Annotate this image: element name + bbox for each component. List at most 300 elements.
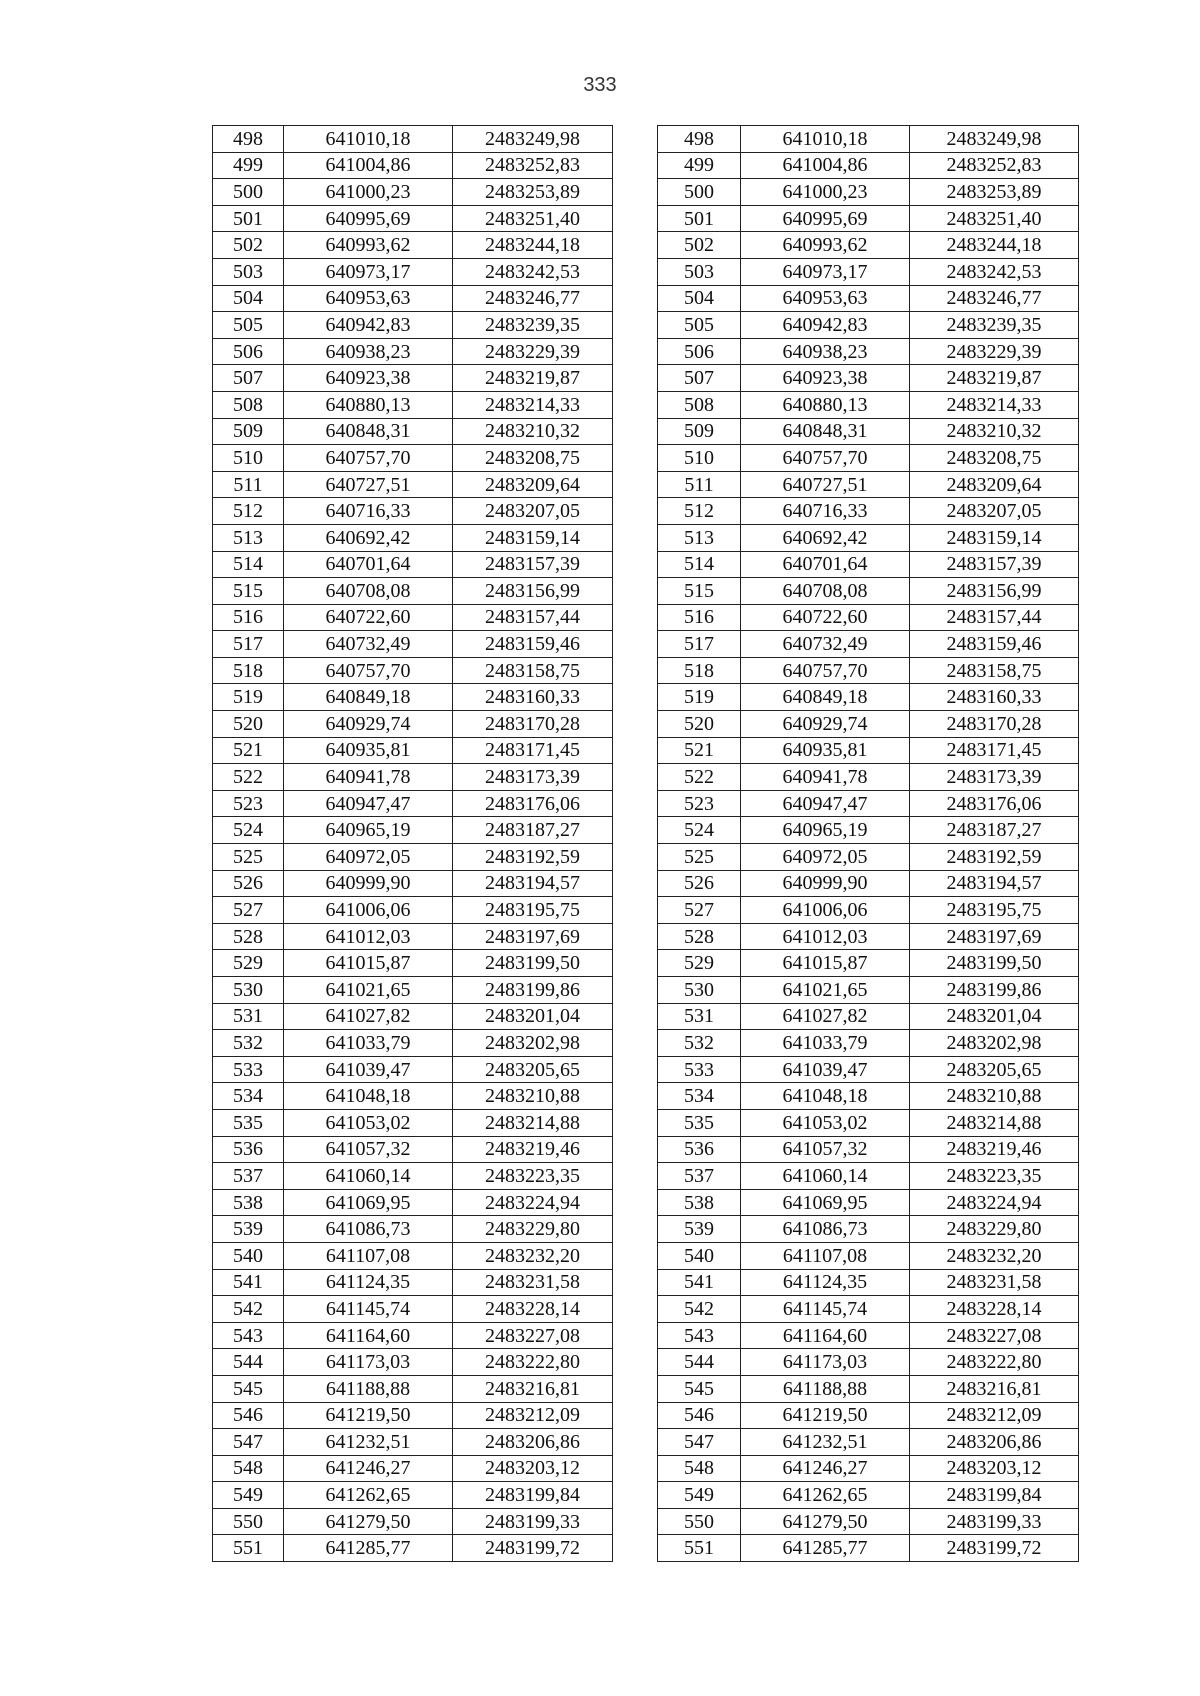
- column-gap: [613, 1322, 658, 1349]
- left-point-number: 534: [213, 1083, 284, 1110]
- column-gap: [613, 923, 658, 950]
- left-y-coordinate: 2483201,04: [453, 1003, 613, 1030]
- right-point-number: 545: [658, 1375, 741, 1402]
- right-x-coordinate: 641164,60: [741, 1322, 910, 1349]
- right-x-coordinate: 641027,82: [741, 1003, 910, 1030]
- right-point-number: 539: [658, 1216, 741, 1243]
- right-x-coordinate: 640995,69: [741, 205, 910, 232]
- right-x-coordinate: 640935,81: [741, 737, 910, 764]
- right-y-coordinate: 2483239,35: [910, 312, 1079, 339]
- column-gap: [613, 1402, 658, 1429]
- left-x-coordinate: 641173,03: [284, 1349, 453, 1376]
- left-y-coordinate: 2483212,09: [453, 1402, 613, 1429]
- table-row: [213, 1056, 1079, 1083]
- right-point-number: 514: [658, 551, 741, 578]
- column-gap: [613, 1003, 658, 1030]
- left-point-number: 541: [213, 1269, 284, 1296]
- column-gap: [613, 604, 658, 631]
- right-x-coordinate: 640999,90: [741, 870, 910, 897]
- left-point-number: 544: [213, 1349, 284, 1376]
- right-x-coordinate: 641246,27: [741, 1455, 910, 1482]
- left-y-coordinate: 2483228,14: [453, 1296, 613, 1323]
- right-point-number: 504: [658, 285, 741, 312]
- column-gap: [613, 1189, 658, 1216]
- table-row: [213, 338, 1079, 365]
- right-point-number: 524: [658, 817, 741, 844]
- right-point-number: 532: [658, 1030, 741, 1057]
- left-y-coordinate: 2483176,06: [453, 790, 613, 817]
- right-y-coordinate: 2483219,87: [910, 365, 1079, 392]
- right-point-number: 528: [658, 923, 741, 950]
- right-x-coordinate: 641053,02: [741, 1109, 910, 1136]
- left-x-coordinate: 640757,70: [284, 657, 453, 684]
- right-y-coordinate: 2483214,88: [910, 1109, 1079, 1136]
- table-row: [213, 1322, 1079, 1349]
- left-point-number: 546: [213, 1402, 284, 1429]
- right-point-number: 549: [658, 1482, 741, 1509]
- right-y-coordinate: 2483249,98: [910, 126, 1079, 153]
- left-y-coordinate: 2483229,39: [453, 338, 613, 365]
- left-point-number: 523: [213, 790, 284, 817]
- left-x-coordinate: 641232,51: [284, 1429, 453, 1456]
- right-x-coordinate: 641033,79: [741, 1030, 910, 1057]
- left-point-number: 498: [213, 126, 284, 153]
- right-point-number: 536: [658, 1136, 741, 1163]
- right-x-coordinate: 641124,35: [741, 1269, 910, 1296]
- column-gap: [613, 764, 658, 791]
- left-y-coordinate: 2483199,72: [453, 1535, 613, 1562]
- right-x-coordinate: 640757,70: [741, 657, 910, 684]
- right-x-coordinate: 641285,77: [741, 1535, 910, 1562]
- left-point-number: 530: [213, 977, 284, 1004]
- table-row: [213, 1136, 1079, 1163]
- left-y-coordinate: 2483194,57: [453, 870, 613, 897]
- right-point-number: 517: [658, 631, 741, 658]
- column-gap: [613, 179, 658, 206]
- table-row: [213, 126, 1079, 153]
- left-y-coordinate: 2483222,80: [453, 1349, 613, 1376]
- left-y-coordinate: 2483224,94: [453, 1189, 613, 1216]
- right-point-number: 540: [658, 1242, 741, 1269]
- table-row: [213, 578, 1079, 605]
- left-y-coordinate: 2483227,08: [453, 1322, 613, 1349]
- column-gap: [613, 1455, 658, 1482]
- left-x-coordinate: 640923,38: [284, 365, 453, 392]
- coordinates-table-body: [213, 126, 1079, 1562]
- left-point-number: 513: [213, 524, 284, 551]
- left-point-number: 503: [213, 258, 284, 285]
- right-point-number: 502: [658, 232, 741, 259]
- left-x-coordinate: 641086,73: [284, 1216, 453, 1243]
- left-point-number: 535: [213, 1109, 284, 1136]
- right-y-coordinate: 2483160,33: [910, 684, 1079, 711]
- column-gap: [613, 418, 658, 445]
- right-point-number: 551: [658, 1535, 741, 1562]
- right-y-coordinate: 2483214,33: [910, 391, 1079, 418]
- column-gap: [613, 1349, 658, 1376]
- right-y-coordinate: 2483242,53: [910, 258, 1079, 285]
- left-point-number: 536: [213, 1136, 284, 1163]
- left-x-coordinate: 641006,06: [284, 897, 453, 924]
- column-gap: [613, 1482, 658, 1509]
- column-gap: [613, 551, 658, 578]
- right-y-coordinate: 2483227,08: [910, 1322, 1079, 1349]
- left-y-coordinate: 2483210,32: [453, 418, 613, 445]
- left-x-coordinate: 641057,32: [284, 1136, 453, 1163]
- right-y-coordinate: 2483229,80: [910, 1216, 1079, 1243]
- right-point-number: 523: [658, 790, 741, 817]
- column-gap: [613, 498, 658, 525]
- left-y-coordinate: 2483214,88: [453, 1109, 613, 1136]
- right-x-coordinate: 641107,08: [741, 1242, 910, 1269]
- right-point-number: 546: [658, 1402, 741, 1429]
- right-y-coordinate: 2483219,46: [910, 1136, 1079, 1163]
- right-x-coordinate: 640941,78: [741, 764, 910, 791]
- right-point-number: 547: [658, 1429, 741, 1456]
- left-y-coordinate: 2483158,75: [453, 657, 613, 684]
- left-point-number: 507: [213, 365, 284, 392]
- table-row: [213, 1375, 1079, 1402]
- left-y-coordinate: 2483242,53: [453, 258, 613, 285]
- right-point-number: 521: [658, 737, 741, 764]
- left-x-coordinate: 641285,77: [284, 1535, 453, 1562]
- left-point-number: 548: [213, 1455, 284, 1482]
- right-point-number: 510: [658, 445, 741, 472]
- right-x-coordinate: 641057,32: [741, 1136, 910, 1163]
- left-point-number: 518: [213, 657, 284, 684]
- table-row: [213, 631, 1079, 658]
- left-x-coordinate: 640880,13: [284, 391, 453, 418]
- left-x-coordinate: 641012,03: [284, 923, 453, 950]
- right-x-coordinate: 641219,50: [741, 1402, 910, 1429]
- left-x-coordinate: 640999,90: [284, 870, 453, 897]
- right-point-number: 530: [658, 977, 741, 1004]
- right-point-number: 548: [658, 1455, 741, 1482]
- table-row: [213, 152, 1079, 179]
- column-gap: [613, 152, 658, 179]
- left-point-number: 510: [213, 445, 284, 472]
- left-x-coordinate: 641279,50: [284, 1508, 453, 1535]
- right-y-coordinate: 2483176,06: [910, 790, 1079, 817]
- right-x-coordinate: 640732,49: [741, 631, 910, 658]
- left-x-coordinate: 640993,62: [284, 232, 453, 259]
- right-x-coordinate: 641086,73: [741, 1216, 910, 1243]
- right-x-coordinate: 640947,47: [741, 790, 910, 817]
- right-y-coordinate: 2483210,88: [910, 1083, 1079, 1110]
- right-x-coordinate: 641232,51: [741, 1429, 910, 1456]
- left-point-number: 504: [213, 285, 284, 312]
- column-gap: [613, 1136, 658, 1163]
- left-x-coordinate: 641048,18: [284, 1083, 453, 1110]
- left-y-coordinate: 2483214,33: [453, 391, 613, 418]
- column-gap: [613, 737, 658, 764]
- right-x-coordinate: 641021,65: [741, 977, 910, 1004]
- right-point-number: 507: [658, 365, 741, 392]
- right-x-coordinate: 640953,63: [741, 285, 910, 312]
- left-y-coordinate: 2483199,33: [453, 1508, 613, 1535]
- table-row: [213, 923, 1079, 950]
- right-x-coordinate: 641173,03: [741, 1349, 910, 1376]
- column-gap: [613, 524, 658, 551]
- right-y-coordinate: 2483199,84: [910, 1482, 1079, 1509]
- left-y-coordinate: 2483157,39: [453, 551, 613, 578]
- right-y-coordinate: 2483199,50: [910, 950, 1079, 977]
- table-row: [213, 1508, 1079, 1535]
- right-point-number: 537: [658, 1163, 741, 1190]
- left-point-number: 538: [213, 1189, 284, 1216]
- right-x-coordinate: 640923,38: [741, 365, 910, 392]
- right-x-coordinate: 640848,31: [741, 418, 910, 445]
- right-point-number: 519: [658, 684, 741, 711]
- column-gap: [613, 817, 658, 844]
- table-row: [213, 1189, 1079, 1216]
- right-x-coordinate: 640942,83: [741, 312, 910, 339]
- left-x-coordinate: 641219,50: [284, 1402, 453, 1429]
- left-y-coordinate: 2483199,50: [453, 950, 613, 977]
- left-point-number: 532: [213, 1030, 284, 1057]
- right-y-coordinate: 2483246,77: [910, 285, 1079, 312]
- column-gap: [613, 950, 658, 977]
- column-gap: [613, 205, 658, 232]
- table-row: [213, 1216, 1079, 1243]
- table-row: [213, 1030, 1079, 1057]
- right-y-coordinate: 2483223,35: [910, 1163, 1079, 1190]
- right-y-coordinate: 2483199,72: [910, 1535, 1079, 1562]
- left-x-coordinate: 641069,95: [284, 1189, 453, 1216]
- left-y-coordinate: 2483192,59: [453, 844, 613, 871]
- left-y-coordinate: 2483219,46: [453, 1136, 613, 1163]
- left-point-number: 502: [213, 232, 284, 259]
- left-x-coordinate: 641039,47: [284, 1056, 453, 1083]
- right-y-coordinate: 2483210,32: [910, 418, 1079, 445]
- table-row: [213, 897, 1079, 924]
- left-y-coordinate: 2483171,45: [453, 737, 613, 764]
- column-gap: [613, 844, 658, 871]
- left-point-number: 501: [213, 205, 284, 232]
- right-y-coordinate: 2483156,99: [910, 578, 1079, 605]
- right-x-coordinate: 641145,74: [741, 1296, 910, 1323]
- left-x-coordinate: 641015,87: [284, 950, 453, 977]
- right-y-coordinate: 2483157,44: [910, 604, 1079, 631]
- right-x-coordinate: 641006,06: [741, 897, 910, 924]
- right-point-number: 535: [658, 1109, 741, 1136]
- right-point-number: 526: [658, 870, 741, 897]
- right-x-coordinate: 641262,65: [741, 1482, 910, 1509]
- left-y-coordinate: 2483206,86: [453, 1429, 613, 1456]
- left-point-number: 526: [213, 870, 284, 897]
- column-gap: [613, 897, 658, 924]
- right-y-coordinate: 2483244,18: [910, 232, 1079, 259]
- right-x-coordinate: 640849,18: [741, 684, 910, 711]
- left-x-coordinate: 641164,60: [284, 1322, 453, 1349]
- left-y-coordinate: 2483246,77: [453, 285, 613, 312]
- right-point-number: 503: [658, 258, 741, 285]
- right-y-coordinate: 2483253,89: [910, 179, 1079, 206]
- left-x-coordinate: 641246,27: [284, 1455, 453, 1482]
- left-x-coordinate: 640848,31: [284, 418, 453, 445]
- left-point-number: 551: [213, 1535, 284, 1562]
- table-row: [213, 711, 1079, 738]
- left-x-coordinate: 640732,49: [284, 631, 453, 658]
- column-gap: [613, 1375, 658, 1402]
- left-point-number: 505: [213, 312, 284, 339]
- right-x-coordinate: 640692,42: [741, 524, 910, 551]
- left-x-coordinate: 641033,79: [284, 1030, 453, 1057]
- column-gap: [613, 1508, 658, 1535]
- left-point-number: 545: [213, 1375, 284, 1402]
- right-point-number: 520: [658, 711, 741, 738]
- left-x-coordinate: 640965,19: [284, 817, 453, 844]
- table-row: [213, 1349, 1079, 1376]
- right-point-number: 542: [658, 1296, 741, 1323]
- column-gap: [613, 445, 658, 472]
- right-y-coordinate: 2483212,09: [910, 1402, 1079, 1429]
- column-gap: [613, 126, 658, 153]
- column-gap: [613, 232, 658, 259]
- table-row: [213, 1535, 1079, 1562]
- right-y-coordinate: 2483195,75: [910, 897, 1079, 924]
- table-row: [213, 1402, 1079, 1429]
- left-x-coordinate: 640995,69: [284, 205, 453, 232]
- left-y-coordinate: 2483170,28: [453, 711, 613, 738]
- column-gap: [613, 312, 658, 339]
- left-x-coordinate: 640973,17: [284, 258, 453, 285]
- left-x-coordinate: 641060,14: [284, 1163, 453, 1190]
- right-point-number: 518: [658, 657, 741, 684]
- left-y-coordinate: 2483199,86: [453, 977, 613, 1004]
- left-y-coordinate: 2483231,58: [453, 1269, 613, 1296]
- left-y-coordinate: 2483208,75: [453, 445, 613, 472]
- right-y-coordinate: 2483206,86: [910, 1429, 1079, 1456]
- right-y-coordinate: 2483209,64: [910, 471, 1079, 498]
- left-y-coordinate: 2483223,35: [453, 1163, 613, 1190]
- right-y-coordinate: 2483159,14: [910, 524, 1079, 551]
- column-gap: [613, 1242, 658, 1269]
- left-point-number: 499: [213, 152, 284, 179]
- right-y-coordinate: 2483171,45: [910, 737, 1079, 764]
- table-row: [213, 471, 1079, 498]
- right-x-coordinate: 640701,64: [741, 551, 910, 578]
- table-row: [213, 604, 1079, 631]
- right-point-number: 543: [658, 1322, 741, 1349]
- table-row: [213, 1482, 1079, 1509]
- left-point-number: 528: [213, 923, 284, 950]
- left-x-coordinate: 640929,74: [284, 711, 453, 738]
- left-x-coordinate: 640942,83: [284, 312, 453, 339]
- left-point-number: 515: [213, 578, 284, 605]
- column-gap: [613, 790, 658, 817]
- right-x-coordinate: 641015,87: [741, 950, 910, 977]
- left-x-coordinate: 641027,82: [284, 1003, 453, 1030]
- table-row: [213, 524, 1079, 551]
- left-x-coordinate: 641021,65: [284, 977, 453, 1004]
- right-point-number: 511: [658, 471, 741, 498]
- left-point-number: 529: [213, 950, 284, 977]
- table-row: [213, 950, 1079, 977]
- left-y-coordinate: 2483203,12: [453, 1455, 613, 1482]
- column-gap: [613, 1535, 658, 1562]
- left-point-number: 525: [213, 844, 284, 871]
- right-y-coordinate: 2483207,05: [910, 498, 1079, 525]
- left-x-coordinate: 641004,86: [284, 152, 453, 179]
- left-point-number: 508: [213, 391, 284, 418]
- right-y-coordinate: 2483199,33: [910, 1508, 1079, 1535]
- right-x-coordinate: 640722,60: [741, 604, 910, 631]
- left-y-coordinate: 2483205,65: [453, 1056, 613, 1083]
- table-row: [213, 498, 1079, 525]
- left-x-coordinate: 640727,51: [284, 471, 453, 498]
- right-point-number: 531: [658, 1003, 741, 1030]
- right-y-coordinate: 2483228,14: [910, 1296, 1079, 1323]
- left-y-coordinate: 2483229,80: [453, 1216, 613, 1243]
- left-y-coordinate: 2483156,99: [453, 578, 613, 605]
- column-gap: [613, 1269, 658, 1296]
- right-point-number: 512: [658, 498, 741, 525]
- left-point-number: 506: [213, 338, 284, 365]
- column-gap: [613, 1296, 658, 1323]
- right-y-coordinate: 2483197,69: [910, 923, 1079, 950]
- right-y-coordinate: 2483252,83: [910, 152, 1079, 179]
- left-y-coordinate: 2483252,83: [453, 152, 613, 179]
- left-y-coordinate: 2483157,44: [453, 604, 613, 631]
- column-gap: [613, 578, 658, 605]
- left-y-coordinate: 2483209,64: [453, 471, 613, 498]
- right-x-coordinate: 641039,47: [741, 1056, 910, 1083]
- right-x-coordinate: 640929,74: [741, 711, 910, 738]
- right-x-coordinate: 640880,13: [741, 391, 910, 418]
- right-point-number: 525: [658, 844, 741, 871]
- left-point-number: 549: [213, 1482, 284, 1509]
- left-y-coordinate: 2483159,14: [453, 524, 613, 551]
- table-row: [213, 391, 1079, 418]
- right-x-coordinate: 641000,23: [741, 179, 910, 206]
- right-x-coordinate: 641004,86: [741, 152, 910, 179]
- left-point-number: 542: [213, 1296, 284, 1323]
- table-row: [213, 977, 1079, 1004]
- right-x-coordinate: 640727,51: [741, 471, 910, 498]
- right-y-coordinate: 2483157,39: [910, 551, 1079, 578]
- column-gap: [613, 711, 658, 738]
- table-row: [213, 764, 1079, 791]
- column-gap: [613, 977, 658, 1004]
- left-y-coordinate: 2483199,84: [453, 1482, 613, 1509]
- right-point-number: 505: [658, 312, 741, 339]
- right-point-number: 516: [658, 604, 741, 631]
- right-point-number: 534: [658, 1083, 741, 1110]
- left-point-number: 540: [213, 1242, 284, 1269]
- right-point-number: 515: [658, 578, 741, 605]
- left-x-coordinate: 640692,42: [284, 524, 453, 551]
- left-point-number: 509: [213, 418, 284, 445]
- left-point-number: 516: [213, 604, 284, 631]
- right-point-number: 538: [658, 1189, 741, 1216]
- left-x-coordinate: 640938,23: [284, 338, 453, 365]
- left-point-number: 550: [213, 1508, 284, 1535]
- table-row: [213, 551, 1079, 578]
- table-row: [213, 790, 1079, 817]
- table-row: [213, 1429, 1079, 1456]
- table-row: [213, 737, 1079, 764]
- table-row: [213, 1296, 1079, 1323]
- left-x-coordinate: 640716,33: [284, 498, 453, 525]
- right-y-coordinate: 2483216,81: [910, 1375, 1079, 1402]
- right-point-number: 522: [658, 764, 741, 791]
- right-point-number: 498: [658, 126, 741, 153]
- right-x-coordinate: 641010,18: [741, 126, 910, 153]
- left-y-coordinate: 2483216,81: [453, 1375, 613, 1402]
- table-row: [213, 365, 1079, 392]
- left-y-coordinate: 2483249,98: [453, 126, 613, 153]
